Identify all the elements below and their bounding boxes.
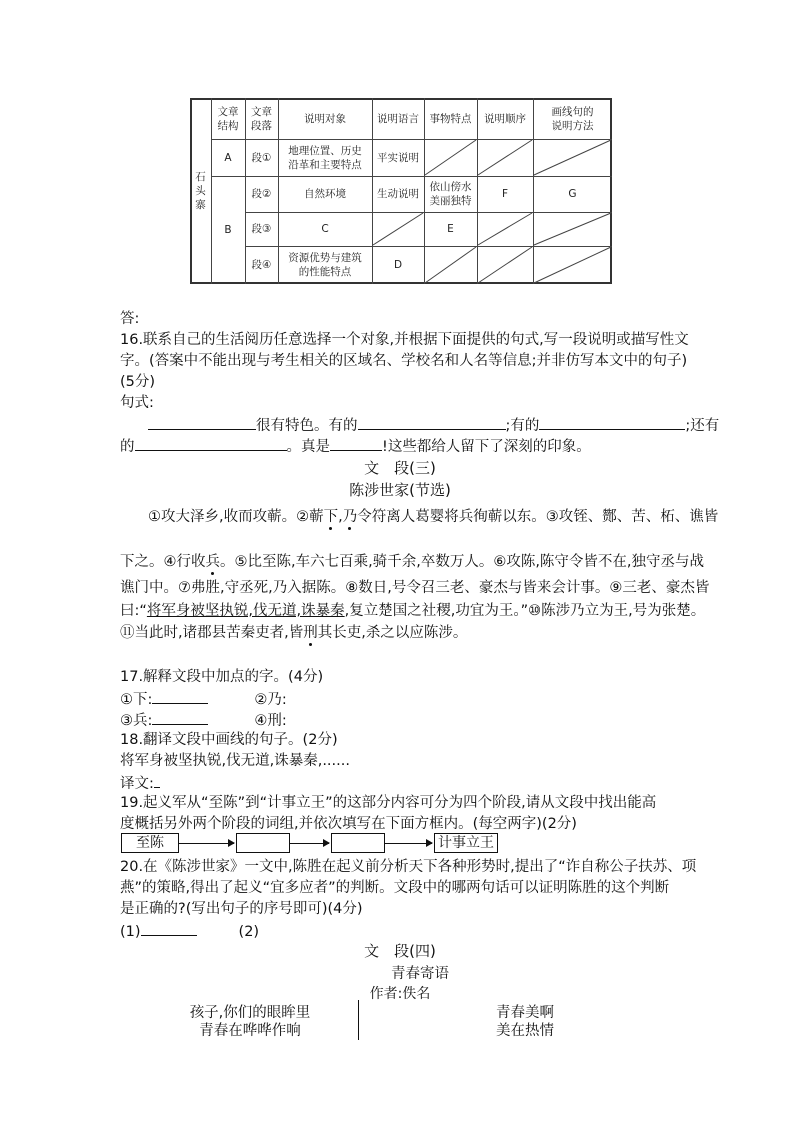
poem-left-line2: 青春在哗哗作响 [199, 1023, 301, 1039]
blank[interactable] [152, 709, 208, 725]
q20-answers: (1) (2) [120, 920, 259, 942]
section4-author: 作者:佚名 [369, 986, 431, 1002]
passage-line2: 下之。④行收兵。⑤比至陈,车六七百乘,骑千余,卒数万人。⑥攻陈,陈守令皆不在,独守丞与战 [120, 554, 705, 570]
row1-object: 地理位置、历史 沿革和主要特点 [288, 144, 362, 171]
q18-label: 译文: [120, 772, 160, 794]
blank[interactable] [330, 435, 382, 451]
row2-language: 生动说明 [377, 188, 419, 200]
q20-line3: 是正确的?(写出句子的序号即可)(4分) [120, 901, 363, 917]
row2-feature: 依山傍水 美丽独特 [429, 181, 472, 207]
header-feature: 事物特点 [429, 112, 472, 125]
q17-title: 17.解释文段中加点的字。(4分) [120, 669, 324, 685]
header-paragraph: 文章 段落 [251, 105, 272, 132]
structure-table [190, 98, 612, 284]
row2-order: F [501, 188, 509, 200]
row4-object: 资源优势与建筑 的性能特点 [288, 252, 362, 278]
passage-line4: 曰:“将军身被坚执锐,伐无道,诛暴秦,复立楚国之社稷,功宜为王。”⑩陈涉乃立为王,号为张楚。 [120, 603, 706, 619]
blank[interactable] [135, 435, 287, 451]
poem-divider [358, 1000, 359, 1040]
poem-right-line1: 青春美啊 [496, 1005, 554, 1021]
stage-box-3[interactable] [331, 833, 385, 853]
header-language: 说明语言 [377, 112, 419, 125]
q19-line2: 度概括另外两个阶段的词组,并依次填写在下面方框内。(每空两字)(2分) [120, 816, 577, 832]
section4-title: 文 段(四) [364, 942, 436, 960]
stage-box-1: 至陈 [121, 833, 179, 853]
header-method: 画线句的 说明方法 [551, 105, 594, 132]
header-structure: 文章 结构 [217, 105, 239, 132]
arrow-icon [178, 843, 234, 844]
row1-paragraph: 段① [251, 151, 272, 164]
q16-line2: 字。(答案中不能出现与考生相关的区域名、学校名和人名等信息;并非仿写本文中的句子) [120, 353, 688, 369]
stage-box-2[interactable] [236, 833, 290, 853]
q17-row2: ③兵: ④刑: [120, 709, 287, 731]
passage-line5: ⑪当此时,诸郡县苦秦吏者,皆刑其长吏,杀之以应陈涉。 [120, 625, 468, 641]
q16-pattern-line1: 很有特色。有的 ;有的 ;还有 [120, 414, 719, 436]
arrow-icon [384, 843, 432, 844]
row2-paragraph: 段② [251, 188, 272, 200]
blank[interactable] [148, 414, 256, 430]
poem-left-line1: 孩子,你们的眼眸里 [189, 1005, 311, 1021]
q18-title: 18.翻译文段中画线的句子。(2分) [120, 732, 338, 748]
row3-paragraph: 段③ [251, 223, 272, 235]
underlined-sentence: 将军身被坚执锐,伐无道,诛暴秦 [146, 603, 345, 619]
q20-line2: 燕”的策略,得出了起义“宜多应者”的判断。文段中的哪两句话可以证明陈胜的这个判断 [120, 880, 670, 896]
q16-pattern-line2: 的 。真是 !这些都给人留下了深刻的印象。 [120, 435, 591, 457]
q16-pattern-label: 句式: [120, 395, 154, 411]
blank[interactable] [154, 772, 160, 788]
q17-row1: ①下: ②乃: [120, 688, 287, 710]
blank[interactable] [539, 414, 685, 430]
q16-line3: (5分) [120, 374, 156, 390]
row2-object: 自然环境 [304, 188, 346, 200]
stage-box-4: 计事立王 [434, 833, 498, 853]
section3-title: 文 段(三) [364, 459, 436, 477]
section3-subtitle: 陈涉世家(节选) [349, 481, 451, 499]
row1-structure: A [224, 151, 232, 164]
side-label: 石 头 寨 [195, 171, 206, 211]
section4-subtitle: 青春寄语 [391, 966, 449, 982]
row2-method: G [568, 188, 577, 200]
q18-sentence: 将军身被坚执锐,伐无道,诛暴秦,...... [120, 753, 350, 769]
answer-label: 答: [120, 311, 140, 327]
passage-line1: ①攻大泽乡,收而攻蕲。②蕲下,乃令符离人葛婴将兵徇蕲以东。③攻铚、酂、苦、柘、谯皆 [148, 509, 719, 525]
blank[interactable] [358, 414, 506, 430]
poem-right [450, 1004, 600, 1040]
arrow-icon [289, 843, 329, 844]
poem-left [150, 1004, 350, 1040]
q19-line1: 19.起义军从“至陈”到“计事立王”的这部分内容可分为四个阶段,请从文段中找出能高 [120, 795, 657, 811]
row4-language: D [393, 259, 403, 271]
row3-feature: E [447, 223, 454, 235]
blank[interactable] [141, 920, 197, 936]
blank[interactable] [152, 688, 208, 704]
rowB-structure: B [224, 224, 232, 236]
row3-object: C [321, 223, 329, 235]
q16-line1: 16.联系自己的生活阅历任意选择一个对象,并根据下面提供的句式,写一段说明或描写性文 [120, 332, 689, 348]
q20-line1: 20.在《陈涉世家》一文中,陈胜在起义前分析天下各种形势时,提出了“诈自称公子扶苏、项 [120, 859, 697, 875]
header-order: 说明顺序 [484, 112, 526, 125]
passage-line3: 谯门中。⑦弗胜,守丞死,乃入据陈。⑧数日,号令召三老、豪杰与皆来会计事。⑨三老、豪杰皆 [120, 580, 710, 596]
row1-language: 平实说明 [377, 151, 419, 164]
poem-right-line2: 美在热情 [496, 1023, 554, 1039]
header-object: 说明对象 [304, 112, 346, 125]
row4-paragraph: 段④ [251, 259, 272, 271]
